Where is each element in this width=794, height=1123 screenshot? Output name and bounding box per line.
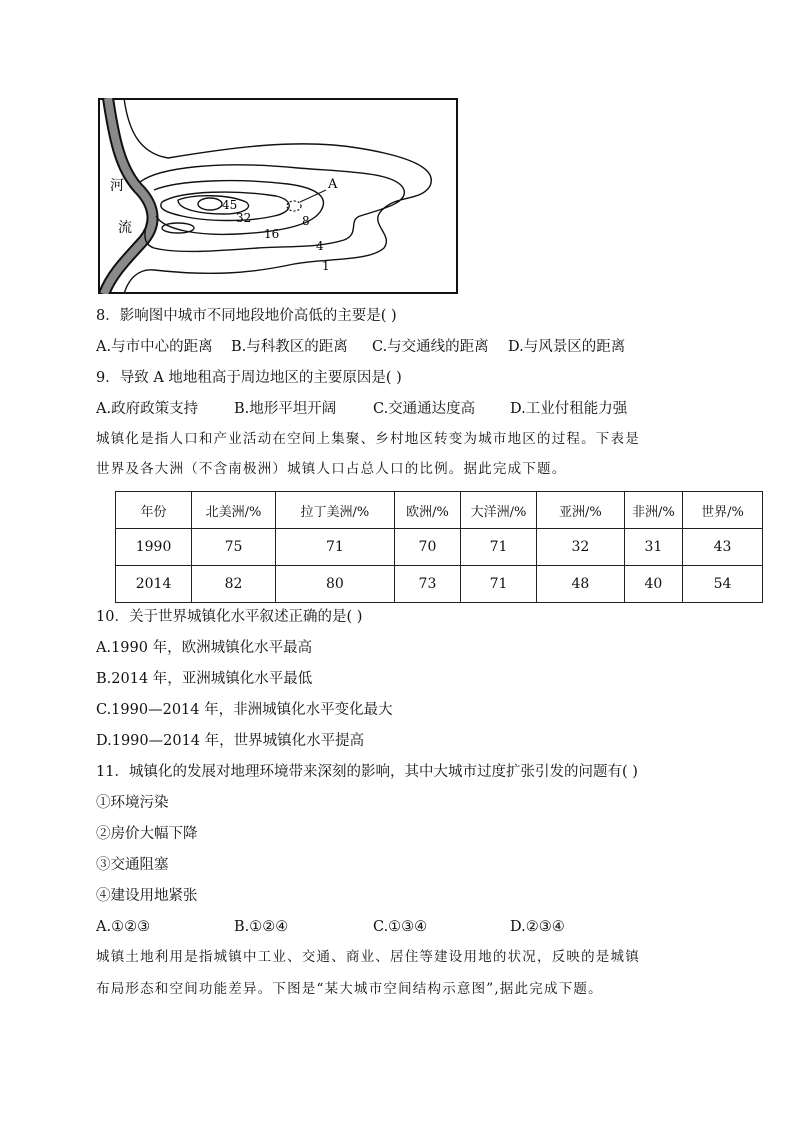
q8-option-c[interactable]: C.与交通线的距离 bbox=[372, 339, 489, 355]
table-cell: 54 bbox=[683, 566, 763, 603]
table-cell: 31 bbox=[624, 529, 682, 566]
header-oceania: 大洋洲/% bbox=[461, 492, 537, 529]
question-10-stem: 10．关于世界城镇化水平叙述正确的是( ) bbox=[96, 609, 363, 625]
table-cell: 70 bbox=[394, 529, 460, 566]
contour-label-16: 16 bbox=[264, 227, 280, 241]
q9-option-b[interactable]: B.地形平坦开阔 bbox=[234, 401, 337, 417]
contour-label-8: 8 bbox=[302, 214, 310, 228]
table-cell: 43 bbox=[683, 529, 763, 566]
q8-option-d[interactable]: D.与风景区的距离 bbox=[508, 339, 626, 355]
q10-option-b[interactable]: B.2014 年，亚洲城镇化水平最低 bbox=[96, 671, 313, 687]
point-a-label: A bbox=[328, 177, 338, 192]
table-cell: 80 bbox=[275, 566, 394, 603]
contour-label-1: 1 bbox=[322, 259, 330, 273]
table-cell: 71 bbox=[461, 566, 537, 603]
table-header-row bbox=[116, 492, 763, 529]
q8-option-a[interactable]: A.与市中心的距离 bbox=[96, 339, 213, 355]
question-11-stem: 11．城镇化的发展对地理环境带来深刻的影响，其中大城市过度扩张引发的问题有( ) bbox=[96, 764, 638, 780]
question-8-options bbox=[96, 337, 696, 357]
q11-item-4: ④建设用地紧张 bbox=[96, 888, 198, 904]
question-8-stem: 8．影响图中城市不同地段地价高低的主要是( ) bbox=[96, 308, 397, 324]
q8-option-b[interactable]: B.与科教区的距离 bbox=[231, 339, 348, 355]
contour-label-32: 32 bbox=[236, 211, 252, 225]
q9-option-d[interactable]: D.工业付租能力强 bbox=[510, 401, 628, 417]
table-cell: 1990 bbox=[116, 529, 192, 566]
header-year: 年份 bbox=[116, 492, 192, 529]
q10-option-a[interactable]: A.1990 年，欧洲城镇化水平最高 bbox=[96, 640, 313, 656]
contour-label-4: 4 bbox=[316, 239, 324, 253]
table-cell: 73 bbox=[394, 566, 460, 603]
q10-option-c[interactable]: C.1990—2014 年，非洲城镇化水平变化最大 bbox=[96, 702, 393, 718]
intro-1-line-1: 城镇化是指人口和产业活动在空间上集聚、乡村地区转变为城市地区的过程。下表是 bbox=[96, 431, 640, 447]
q11-item-1: ①环境污染 bbox=[96, 795, 169, 811]
q11-option-b[interactable]: B.①②④ bbox=[234, 919, 289, 935]
river-label-bottom: 流 bbox=[118, 220, 132, 236]
q11-option-a[interactable]: A.①②③ bbox=[96, 919, 151, 935]
q9-option-a[interactable]: A.政府政策支持 bbox=[96, 401, 199, 417]
table-cell: 40 bbox=[624, 566, 682, 603]
river-label-top: 河 bbox=[110, 178, 124, 194]
intro-1-line-2: 世界及各大洲（不含南极洲）城镇人口占总人口的比例。据此完成下题。 bbox=[96, 461, 567, 477]
q10-option-d[interactable]: D.1990—2014 年，世界城镇化水平提高 bbox=[96, 733, 365, 749]
question-11-options bbox=[96, 917, 696, 937]
table-row bbox=[116, 566, 763, 603]
header-europe: 欧洲/% bbox=[394, 492, 460, 529]
question-9-options bbox=[96, 399, 696, 419]
urbanization-table bbox=[115, 491, 763, 603]
table-cell: 71 bbox=[461, 529, 537, 566]
table-cell: 75 bbox=[192, 529, 276, 566]
intro-2-line-1: 城镇土地利用是指城镇中工业、交通、商业、居住等建设用地的状况，反映的是城镇 bbox=[96, 949, 640, 965]
q11-option-d[interactable]: D.②③④ bbox=[510, 919, 565, 935]
question-9-stem: 9．导致 A 地地租高于周边地区的主要原因是( ) bbox=[96, 370, 402, 386]
q11-option-c[interactable]: C.①③④ bbox=[373, 919, 428, 935]
header-asia: 亚洲/% bbox=[537, 492, 625, 529]
header-world: 世界/% bbox=[683, 492, 763, 529]
table-row bbox=[116, 529, 763, 566]
q11-item-2: ②房价大幅下降 bbox=[96, 826, 198, 842]
table-cell: 48 bbox=[537, 566, 625, 603]
table-cell: 32 bbox=[537, 529, 625, 566]
header-africa: 非洲/% bbox=[624, 492, 682, 529]
header-north-america: 北美洲/% bbox=[192, 492, 276, 529]
intro-2-line-2: 布局形态和空间功能差异。下图是“某大城市空间结构示意图”,据此完成下题。 bbox=[96, 981, 603, 997]
table-cell: 82 bbox=[192, 566, 276, 603]
q9-option-c[interactable]: C.交通通达度高 bbox=[373, 401, 476, 417]
table-cell: 2014 bbox=[116, 566, 192, 603]
contour-label-45: 45 bbox=[222, 198, 238, 212]
land-price-contour-map bbox=[98, 98, 458, 294]
q11-item-3: ③交通阻塞 bbox=[96, 857, 169, 873]
header-latin-america: 拉丁美洲/% bbox=[275, 492, 394, 529]
table-cell: 71 bbox=[275, 529, 394, 566]
